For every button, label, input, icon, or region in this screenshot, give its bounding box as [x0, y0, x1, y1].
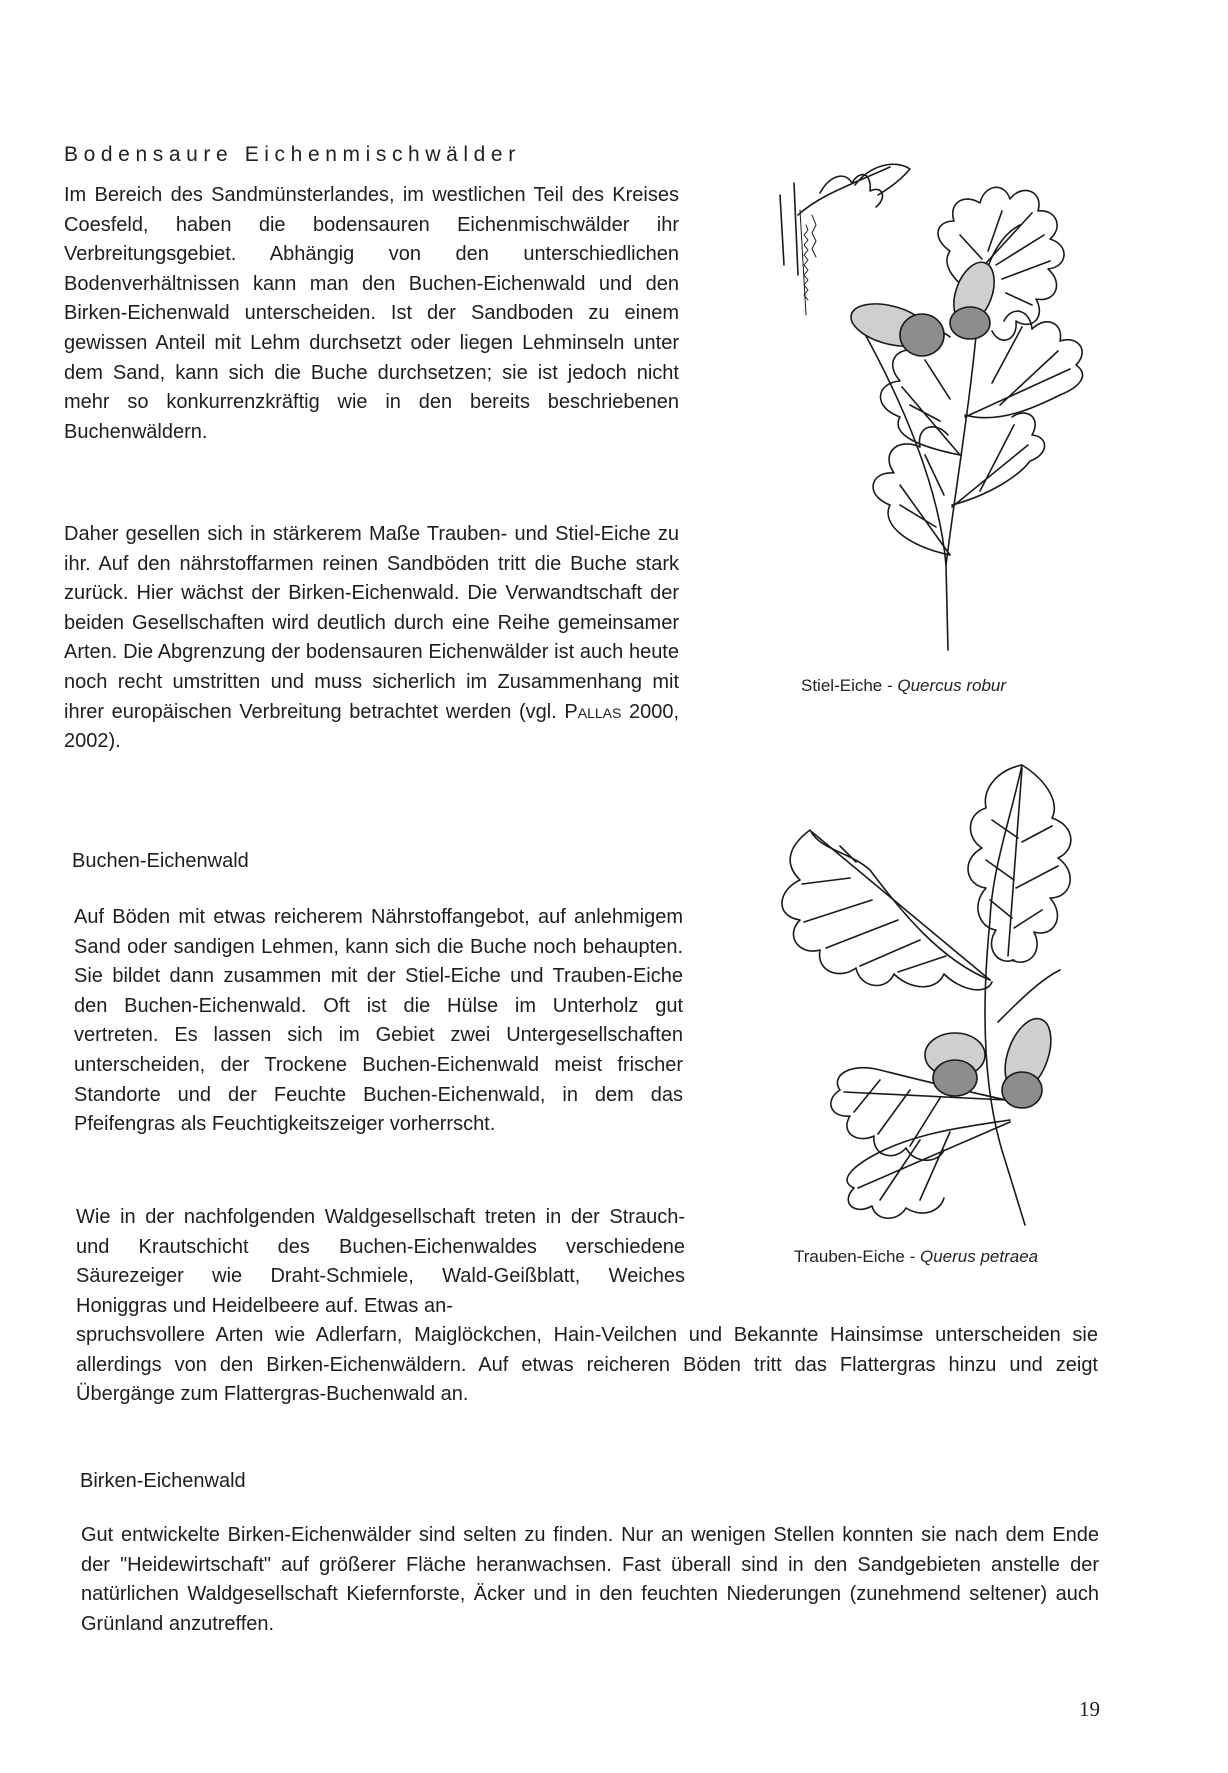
subheading-buchen-eichenwald: Buchen-Eichenwald	[72, 850, 249, 872]
intro-paragraph-2	[64, 520, 679, 757]
birken-paragraph-1: Gut entwickelte Birken-Eichenwälder sind selten zu finden. Nur an wenigen Stellen konnten sie nach dem Ende der "Heidewirtschaft" auf größerer Fläche heranwachsen. Fast überall sind in den Sandgebieten anstelle der natürlichen Waldgesellschaft Kiefernforste, Äcker und in den feuchten Niederungen (zunehmend seltener) auch Grünland anzutreffen.	[81, 1524, 1099, 1635]
subheading-birken-eichenwald: Birken-Eichenwald	[80, 1470, 246, 1492]
buchen-paragraph-2-wide: spruchsvollere Arten wie Adlerfarn, Maiglöckchen, Hain-Veilchen und Bekannte Hainsimse unterscheiden sie allerdings von den Birken-Eichenwäldern. Auf etwas reicheren Böden tritt das Flattergras hinzu und zeigt Übergänge zum Flattergras-Buchenwald an.	[76, 1324, 1098, 1406]
caption-stiel-eiche-common: Stiel-Eiche -	[801, 676, 898, 695]
intro-paragraph-2-text: Daher gesellen sich in stärkerem Maße Trauben- und Stiel-Eiche zu ihr. Auf den nährstoffarmen reinen Sandböden tritt die Buche stark zurück. Hier wächst der Birken-Eichenwald. Die Verwandtschaft der beiden Gesellschaften wird deutlich durch eine Reihe gemeinsamer Arten. Die Abgrenzung der bodensauren Eichenwälder ist auch heute noch recht umstritten und muss sicherlich im Zusammenhang mit ihrer europäischen Verbreitung betrachtet werden (vgl.	[64, 523, 679, 723]
caption-trauben-eiche-common: Trauben-Eiche -	[794, 1247, 920, 1266]
citation-years: 2000, 2002).	[64, 700, 680, 753]
stiel-eiche-illustration	[760, 155, 1120, 655]
section-title: Bodensaure Eichenmischwälder	[64, 143, 521, 166]
buchen-paragraph-2-narrow: Wie in der nachfolgenden Waldgesellschaft treten in der Strauch- und Krautschicht des Buchen-Eichenwaldes verschiedene Säurezeiger wie Draht-Schmiele, Wald-Geißblatt, Weiches Honiggras und Heidelbeere auf. Etwas an-	[76, 1206, 685, 1317]
page-number: 19	[1079, 1697, 1100, 1721]
citation-author: Pallas	[564, 700, 622, 723]
caption-trauben-eiche	[794, 1247, 1038, 1267]
trauben-eiche-illustration	[760, 760, 1090, 1230]
caption-stiel-eiche-latin: Quercus robur	[897, 676, 1007, 695]
buchen-paragraph-1: Auf Böden mit etwas reicherem Nährstoffangebot, auf anlehmigem Sand oder sandigen Lehmen, kann sich die Buche noch behaupten. Sie bildet dann zusammen mit der Stiel-Eiche und Trauben-Eiche den Buchen-Eichenwald. Oft ist die Hülse im Unterholz gut vertreten. Es lassen sich im Gebiet zwei Untergesellschaften unterscheiden, der Trockene Buchen-Eichenwald meist frischer Standorte und der Feuchte Buchen-Eichenwald, in dem das Pfeifengras als Feuchtigkeitszeiger vorherrscht.	[74, 906, 683, 1136]
intro-paragraph-1: Im Bereich des Sandmünsterlandes, im westlichen Teil des Kreises Coesfeld, haben die bodensauren Eichenmischwälder ihr Verbreitungsgebiet. Abhängig von den unterschiedlichen Bodenverhältnissen kann man den Buchen-Eichenwald und den Birken-Eichenwald unterscheiden. Ist der Sandboden zu einem gewissen Anteil mit Lehm durchsetzt oder liegen Lehminseln unter dem Sand, kann sich die Buche durchsetzen; sie ist jedoch nicht mehr so konkurrenzkräftig wie in den bereits beschriebenen Buchenwäldern.	[64, 184, 679, 443]
caption-trauben-eiche-latin: Querus petraea	[919, 1247, 1039, 1266]
caption-stiel-eiche	[801, 676, 1006, 696]
